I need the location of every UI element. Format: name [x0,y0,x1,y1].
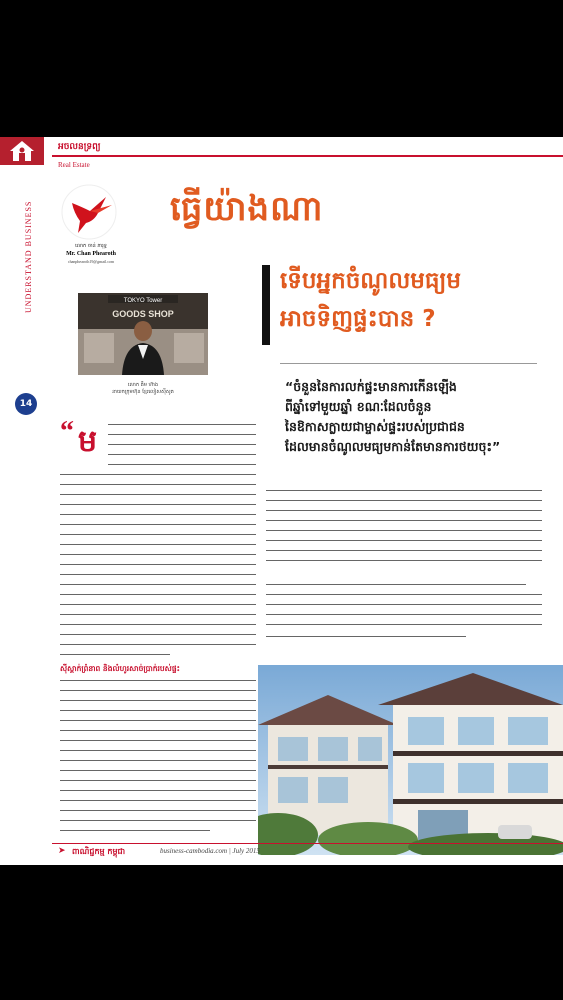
body-text-line [60,680,256,681]
body-text-line [266,594,542,595]
body-text-line [60,654,170,655]
article-subheading: ស៊ីស្តាក់ព្រំនាព និងលំហូរសាច់ប្រាក់របស់ផ្ទះ [60,664,180,673]
body-text-line [60,760,256,761]
body-text-line [266,604,542,605]
body-text-line [108,444,256,445]
author-name-khmer: លោក ចាន់ ភារុទ្ធ [75,243,107,249]
body-text-line [60,594,256,595]
body-text-line [266,614,542,615]
body-text-line [266,624,542,625]
body-text-line [266,520,542,521]
body-text-line [60,624,256,625]
body-text-line [60,750,256,751]
body-text-line [60,564,256,565]
photo-sign-subtext: GOODS SHOP [112,309,174,319]
footer-magazine-name: ពាណិជ្ជកម្ម កម្ពុជា [72,847,126,856]
body-text-line [60,614,256,615]
title-accent-bar [262,265,270,345]
body-text-line [266,636,466,637]
drop-cap-quote: “ [60,416,74,447]
hummingbird-logo-icon [60,183,118,241]
body-text-line [266,510,542,511]
body-text-line [60,604,256,605]
body-text-line [60,534,256,535]
page-number-badge: 14 [15,393,37,415]
body-text-line [60,484,256,485]
body-text-line [108,454,256,455]
body-text-line [266,584,526,585]
body-text-line [266,490,542,491]
body-text-line [60,740,256,741]
drop-cap [60,416,104,459]
body-text-line [60,634,256,635]
footer-rule [52,843,563,844]
body-text-line [60,504,256,505]
body-text-line [266,530,542,531]
photo-caption-name: លោក គឹម ហ៊ាង [127,382,159,388]
home-icon[interactable] [0,137,44,165]
body-text-line [60,710,256,711]
pull-quote-line: “ចំនួននៃការលក់ផ្ទះមានការកើនឡើង [285,379,457,394]
body-text-line [266,500,542,501]
body-text-line [60,524,256,525]
body-text-line [60,574,256,575]
body-text-line [60,830,210,831]
pull-quote-line: ពីឆ្នាំទៅមួយឆ្នាំ ខណៈដែលចំនួន [285,399,432,414]
magazine-page [0,137,563,865]
author-email: chanphearoth19@gmail.com [67,259,115,264]
footer-url-date: business-cambodia.com | July 2015 [160,847,260,855]
body-text-line [60,690,256,691]
author-name: Mr. Chan Phearoth [66,251,116,257]
body-text-line [266,540,542,541]
body-text-line [60,810,256,811]
section-subtitle: Real Estate [58,161,90,169]
body-text-line [108,464,256,465]
headline-sub-line1: ទើបអ្នកចំណូលមធ្យម [280,268,461,294]
headline-sub-line2: អាចទិញផ្ទះបាន ? [280,306,436,332]
footer-arrow-icon: ➤ [58,846,66,856]
body-text-line [108,424,256,425]
body-text-line [60,494,256,495]
body-text-line [60,644,256,645]
side-vertical-text: UNDERSTAND BUSINESS [24,200,33,313]
body-text-line [108,434,256,435]
article-column-left [60,412,256,835]
body-text-line [60,720,256,721]
body-text-line [60,514,256,515]
interviewee-photo [78,293,208,375]
body-text-line [60,544,256,545]
body-text-line [60,730,256,731]
body-text-line [60,820,256,821]
photo-caption-title: នាយកក្រុមហ៊ុន ខ្មែរលៀសស៊ីសូត [112,389,174,395]
body-text-line [60,474,256,475]
body-text-line [60,790,256,791]
header-rule [52,155,563,157]
body-text-line [60,700,256,701]
headline-rule [280,363,537,364]
pull-quote-line: នៃឱកាសក្លាយជាម្ចាស់ផ្ទះរបស់ប្រជាជន [285,419,465,434]
body-text-line [266,560,542,561]
drop-cap-letter: ម [78,424,98,459]
photo-sign-text: TOKYO Tower [123,298,163,304]
body-text-line [60,800,256,801]
pull-quote [285,377,543,457]
headline-main: ធ្វើយ៉ាងណា [170,189,324,229]
body-text-line [60,584,256,585]
body-text-line [60,770,256,771]
body-text-line [60,554,256,555]
section-label: អចលនទ្រព្យ [58,142,101,152]
article-column-right [266,486,542,689]
house-photo [258,665,563,855]
body-text-line [266,550,542,551]
body-text-line [60,780,256,781]
pull-quote-line: ដែលមានចំណូលមធ្យមកាន់តែមានការថយចុះ” [285,439,501,454]
